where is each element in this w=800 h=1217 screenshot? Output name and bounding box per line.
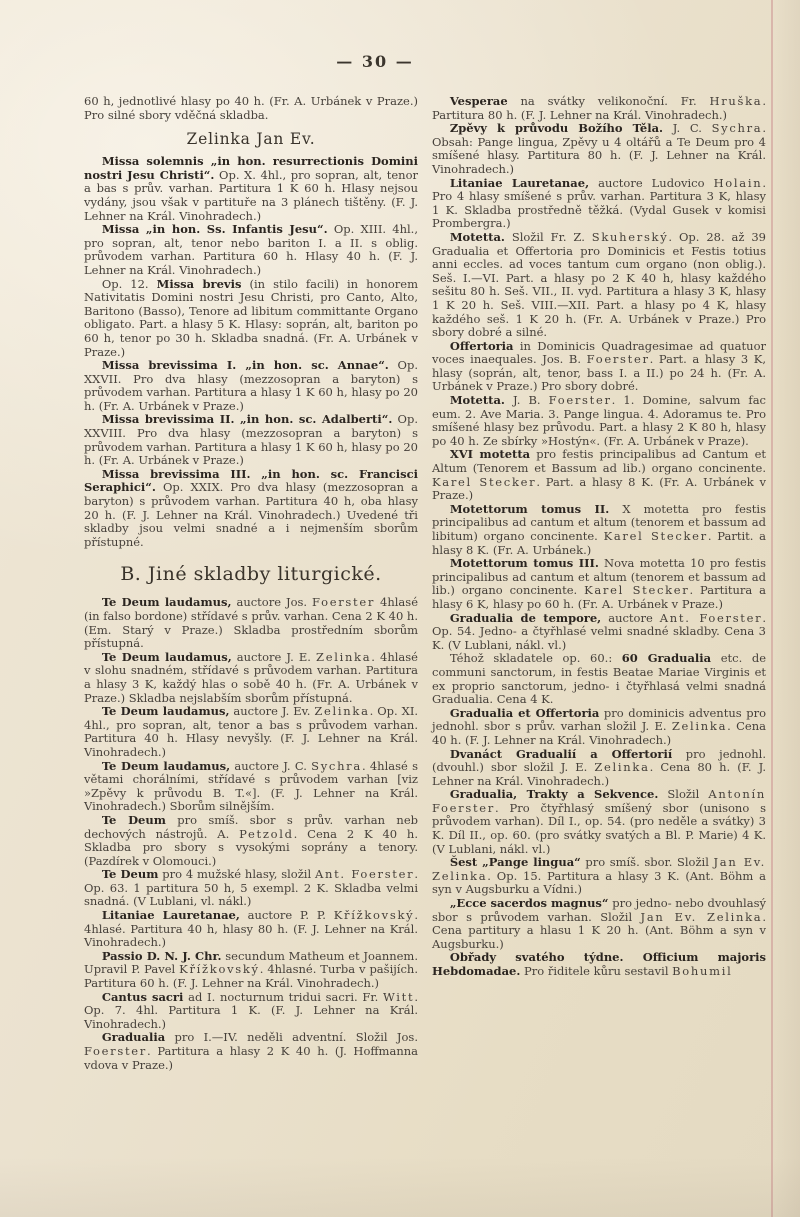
catalog-entry [432,951,766,978]
composer-name: Sychra [711,121,763,136]
entry-text: Op. X. 4hl., pro sopran, alt, tenor a bas s prův. varhan. Partitura 1 K 60 h. Hlasy nejsou vydány, jsou však v partituře na 3 plánech tištěny. (F. J. Lehner na Král. Vinohradech.) [84,167,419,223]
composer-name: Zelinka [671,719,728,734]
entry-title: Cantus sacri [101,989,184,1004]
composer-name: Sychra [311,758,362,773]
entry-text: . Obsah: Pange lingua, Zpěvy u 4 oltářů a Te Deum pro 4 smíšené hlasy. Partitura 80 h. (F. J. Lehner na Král. Vinohradech.) [432,121,767,176]
entry-text: Složil Fr. Z. [504,229,592,244]
entry-text: . Op. XI. 4hl., pro sopran, alt, tenor a bas s průvodem varhan. Partitura 40 h. Hlasy nevyšly. (F. J. Lehner na Král. Vinohradech.) [84,704,419,759]
catalog-entry [84,760,418,814]
entry-text: pro smíš. sbor. Složil [580,855,714,870]
entry-text: auctore Jos. [231,595,313,610]
entry-text: secundum Matheum et Joannem. Upravil P. Pavel [84,948,418,977]
entry-text: . Op. 63. 1 partitura 50 h, 5 exempl. 2 K. Skladba velmi snadná. (V Lublani, vl. nákl.) [84,867,418,909]
entry-text: . Op. 7. 4hl. Partitura 1 K. (F. J. Lehner na Král. Vinohradech.) [84,989,418,1031]
entry-title: Missa brevissima II. „in hon. sc. Adalberti“. [101,412,393,427]
composer-name: Antonín Foerster [432,787,766,815]
composer-name: Ant. Foerster [315,867,415,882]
entry-text: . Cena 80 h. (F. J. Lehner na Král. Vinohradech.) [432,760,766,788]
catalog-entry [432,707,766,748]
catalog-entry [84,278,418,360]
catalog-entry [432,231,766,340]
entry-text: J. B. [504,393,549,408]
entry-text: X motetta pro festis principalibus ad cantum et altum (tenorem et bassum ad libitum) organo concinente. [432,501,766,543]
entry-text: . Pro 4 hlasy smíšené s prův. varhan. Partitura 3 K, hlasy 1 K. Skladba prostředně těžká. (Vydal Gusek v komisi Prombergra.) [432,175,767,231]
catalog-entry [432,748,766,789]
entry-text: . Part. a hlasy 3 K, hlasy (soprán, alt, tenor, bass I. a II.) po 24 h. (Fr. A. Urbánek v Praze.) Pro sbory dobré. [432,352,766,394]
catalog-entry [84,950,418,991]
entry-title: Dvanáct Gradualií a Offertorií [449,746,673,761]
composer-name: Hruška [709,94,763,108]
entry-title: Missa brevissima I. „in hon. sc. Annae“. [101,358,389,373]
entry-text: J. C. [663,121,712,136]
entry-text: . Partit. a hlasy 8 K. (Fr. A. Urbánek.) [432,529,766,557]
entry-text: auctore J. C. [230,758,312,773]
entry-title: Motettorum tomus II. [449,501,610,516]
catalog-entry [432,340,766,394]
entry-title: Obřady svatého týdne. Officium majoris Hebdomadae. [432,950,766,978]
entry-title: Gradualia, Trakty a Sekvence. [449,787,659,802]
entry-title: Passio D. N. J. Chr. [101,948,222,963]
entry-text: . Partitura a hlasy 2 K 40 h. (J. Hoffmanna vdova v Praze.) [84,1044,418,1072]
entry-text: . Op. 54. Jedno- a čtyřhlasé velmi snadné skladby. Cena 3 K. (V Lublani, nákl. vl.) [432,610,766,652]
entry-text: etc. de communi sanctorum, in festis Beatae Mariae Virginis et ex proprio sanctorum, jedno- i čtyřhlasá velmi snadná Gradualia. Cena 4 K. [432,651,766,707]
two-column-text [84,95,766,1072]
catalog-entry [84,468,418,550]
composer-name: Foerster [548,393,612,408]
entry-text: . 4hlasné. Turba v pašijích. Partitura 60 h. (F. J. Lehner na Král. Vinohradech.) [84,962,418,991]
catalog-entry [84,909,418,950]
entry-title: Litaniae Lauretanae, [101,908,240,923]
entry-text: . Pro čtyřhlasý smíšený sbor (unisono s průvodem varhan). Díl I., op. 54. (pro neděle a svátky) 3 K. Díl II., op. 60. (pro svátky svatých a Bl. P. Marie) 4 K. (V Lublani, nákl. vl.) [432,800,766,856]
entry-title: Te Deum [101,867,159,882]
composer-name: Karel Stecker [432,474,537,489]
entry-text: . Op. 28. až 39 Gradualia et Offertoria pro Dominicis et Festis totius anni eccles. ad voces tantum cum organo (non oblig.). Seš. I.—VI. Part. a hlasy po 2 K 40 h, hlasy každého sešitu 80 h. Seš. VII., II. vyd. Partitura a hlasy 3 K, hlasy 1 K 20 h. Seš. VIII.—XII. Part. a hlasy po 4 K, hlasy každého seš. 1 K 20 h. (Fr. A. Urbánek v Praze.) Pro sbory dobré a silné. [432,229,766,340]
catalog-entry [432,557,766,611]
entry-title: Missa brevis [156,276,242,291]
catalog-entry [84,596,418,650]
composer-name: Bohumil [672,964,733,978]
catalog-entry [432,448,766,502]
right-column [432,95,766,979]
entry-title: Te Deum laudamus, [101,758,231,773]
entry-text: pro dominicis adventus pro jednohl. sbor s prův. varhan složil J. E. [432,705,766,734]
entry-text: (in stilo facili) in honorem Nativitatis Domini nostri Jesu Christi, pro Canto, Alto, Baritono (Basso), Tenore ad libitum committante Organo obligato. Part. a hlasy 5 K. Hlasy: soprán, alt, bariton po 60 h, tenor po 30 h. Skladba snadná. (Fr. A. Urbánek v Praze.) [84,276,418,359]
composer-name: Jan Ev. Zelinka [640,909,763,924]
entry-text: . Partitura 80 h. (F. J. Lehner na Král. Vinohradech.) [432,94,766,122]
entry-title: Te Deum [101,812,166,827]
catalog-entry [84,223,418,277]
catalog-entry [432,394,766,448]
catalog-entry [432,503,766,557]
entry-text: 4hlasé (in falso bordone) střídavé s prův. varhan. Cena 2 K 40 h. (Em. Starý v Praze.) Skladba prostředním sborům přístupná. [84,595,418,651]
section-heading: B. Jiné skladby liturgické. [120,563,382,586]
entry-text: Nova motetta 10 pro festis principalibus ad cantum et altum (tenorem et bassum ad lib.) organo concinente. [432,556,766,598]
page-number: — 30 — [336,52,414,71]
left-column [84,95,418,1072]
entry-title: Gradualia [101,1030,166,1045]
entry-text: pro festis principalibus ad Cantum et Altum (Tenorem et Bassum ad lib.) organo concinente. [432,447,767,476]
catalog-entry [432,856,766,897]
entry-title: „Ecce sacerdos magnus“ [449,896,609,911]
entry-text: Op. XXVII. Pro dva hlasy (mezzosopran a baryton) s průvodem varhan. Partitura a hlasy 1 K 60 h, hlasy po 20 h. (Fr. A. Urbánek v Praze.) [84,358,419,413]
catalog-entry [84,868,418,909]
catalog-entry [84,155,418,223]
composer-name: Foerster [312,595,376,610]
catalog-entry [432,95,766,122]
entry-title: XVI motetta [449,447,531,462]
entry-title: Gradualia et Offertoria [449,705,600,720]
entry-text: auctore J. Ev. [229,704,315,719]
entry-text: pro smíš. sbor s prův. varhan neb dechových nástrojů. A. [84,812,418,841]
entry-title: Zpěvy k průvodu Božího Těla. [449,121,664,136]
entry-text: . Cena partitury a hlasu 1 K 20 h. (Ant. Böhm a syn v Augsburku.) [432,909,766,951]
entry-text: . Cena 40 h. (F. J. Lehner na Král. Vinohradech.) [432,719,766,747]
entry-text: pro jedno- nebo dvouhlasý sbor s průvodem varhan. Složil [432,896,766,924]
entry-text: ad I. nocturnum tridui sacri. Fr. [183,989,383,1004]
entry-text: Složil [658,787,709,802]
entry-text: auctore Ludovico [589,175,714,190]
composer-name: Karel Stecker [603,529,708,543]
entry-text: auctore [601,610,660,625]
entry-text: in Dominicis Quadragesimae ad quatuor voces inaequales. Jos. B. [432,338,766,367]
entry-title: Te Deum laudamus, [101,595,232,610]
composer-name: Jan Ev. Zelinka [432,855,766,883]
composer-name: Karel Stecker [584,583,690,598]
entry-text: . Part. a hlasy 8 K. (Fr. A. Urbánek v Praze.) [432,474,766,503]
composer-name: Witt [382,989,415,1004]
composer-heading: Zelinka Jan Ev. [186,130,316,149]
catalog-entry [432,177,766,231]
composer-name: Zelinka [314,704,370,719]
composer-name: Petzold [239,826,294,841]
entry-text: . 1. Domine, salvum fac eum. 2. Ave Maria. 3. Pange lingua. 4. Adoramus te. Pro smíšené hlasy bez průvodu. Part. a hlasy 2 K 80 h, hlasy po 40 h. Ze sbírky »Hostýn«. (Fr. A. Urbánek v Praze). [432,393,766,448]
entry-text: . 4hlasé s větami chorálními, střídavé s průvodem varhan [viz »Zpěvy k průvodu B. T.«]. (F. J. Lehner na Král. Vinohradech.) Sborům silnějším. [84,758,418,814]
composer-name: Křížkovský [333,908,415,923]
entry-text: Pro řiditele kůru sestavil [520,964,673,978]
entry-title: Motetta. [449,393,505,408]
composer-name: Zelinka [594,760,650,775]
entry-title: Motettorum tomus III. [449,556,599,571]
entry-title: Vesperae [449,94,508,108]
entry-text: na svátky velikonoční. Fr. [507,94,710,108]
entry-title: Motetta. [449,229,505,244]
entry-text: . Cena 2 K 40 h. Skladba pro sbory s vysokými soprány a tenory. (Pazdírek v Olomouci.) [84,826,418,868]
catalog-entry [432,897,766,951]
catalog-entry [432,612,766,653]
composer-name: Zelinka [316,649,372,664]
catalog-entry [432,788,766,856]
entry-text: auctore P. P. [239,908,334,923]
scan-edge-shadow [773,0,800,1217]
catalog-entry [84,95,418,122]
entry-title: Te Deum laudamus, [101,649,232,664]
entry-title: Missa „in hon. Ss. Infantis Jesu“. [101,222,328,237]
composer-name: Foerster [84,1044,148,1058]
entry-text: pro I.—IV. neděli adventní. Složil Jos. [165,1030,418,1045]
entry-title: 60 Gradualia [621,651,712,666]
entry-text: . Op. 15. Partitura a hlasy 3 K. (Ant. Böhm a syn v Augsburku a Vídni.) [432,868,766,897]
entry-text: auctore J. E. [231,649,316,664]
entry-text: pro jednohl. (dvouhl.) sbor složil J. E. [432,746,766,775]
composer-name: Křížkovský [179,962,260,977]
entry-text: pro 4 mužské hlasy, složil [158,867,315,882]
entry-title: Te Deum laudamus, [101,704,230,719]
entry-text: Op. XXIX. Pro dva hlasy (mezzosopran a baryton) s průvodem varhan. Partitura 40 h, oba hlasy 20 h. (F. J. Lehner na Král. Vinohradech.) Uvedené tři skladby jsou velmi snadné a i nejmenším sborům přístupné. [84,480,418,549]
catalog-entry [84,413,418,467]
entry-title: Šest „Pange lingua“ [449,855,581,870]
entry-text: Téhož skladatele op. 60.: [449,651,622,666]
entry-text: . 4hlasé v slohu snadném, střídavé s průvodem varhan. Partitura a hlasy 3 K, každý hlas o sobě 40 h. (Fr. A. Urbánek v Praze.) Skladba nejslabším sborům přístupná. [84,649,418,705]
catalog-entry [84,1031,418,1072]
entry-title: Offertoria [449,338,514,353]
catalog-entry [84,991,418,1032]
composer-name: Skuherský [591,229,669,244]
entry-title: Missa solemnis „in hon. resurrectionis Domini nostri Jesu Christi“. [84,154,418,182]
catalog-entry [84,359,418,413]
entry-text: . 4hlasé. Partitura 40 h, hlasy 80 h. (F. J. Lehner na Král. Vinohradech.) [84,908,418,950]
entry-text: Op. XIII. 4hl., pro sopran, alt, tenor nebo bariton I. a II. s oblig. průvodem varhan. Partitura 60 h. Hlasy 40 h. (F. J. Lehner na Král. Vinohradech.) [84,222,418,277]
entry-text: Op. XXVIII. Pro dva hlasy (mezzosopran a baryton) s průvodem varhan. Partitura a hlasy 1 K 60 h, hlasy po 20 h. (Fr. A. Urbánek v Praze.) [84,412,418,468]
catalog-entry [432,652,766,706]
entry-text: . Partitura a hlasy 6 K, hlasy po 60 h. (Fr. A. Urbánek v Praze.) [432,583,767,611]
entry-title: Gradualia de tempore, [449,610,602,625]
catalog-entry [84,814,418,868]
entry-title: Litaniae Lauretanae, [449,175,590,190]
composer-name: Foerster [586,352,650,367]
catalog-entry [432,122,766,176]
scan-bottom-shadow [0,1157,800,1217]
composer-name: Holain [713,175,763,190]
entry-text: 60 h, jednotlivé hlasy po 40 h. (Fr. A. Urbánek v Praze.) Pro silné sbory vděčná skladba. [84,94,418,122]
catalog-entry [84,705,418,759]
entry-text: Op. 12. [101,276,157,291]
composer-name: Ant. Foerster [659,610,763,625]
entry-title: Missa brevissima III. „in hon. sc. Francisci Seraphici“. [84,466,418,495]
catalog-entry [84,651,418,705]
